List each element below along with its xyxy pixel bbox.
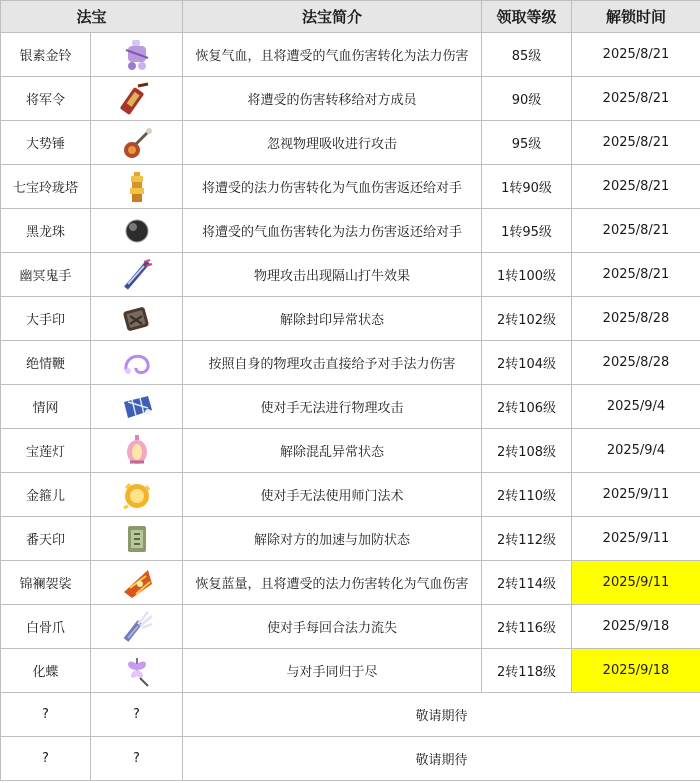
- treasure-image-cell: [91, 253, 183, 297]
- placeholder-description: 敬请期待: [183, 693, 700, 737]
- placeholder-row: [1, 737, 700, 781]
- placeholder-name: ?: [1, 693, 91, 737]
- black-pearl-icon: [118, 212, 156, 250]
- treasure-name: 七宝玲珑塔: [1, 165, 91, 209]
- unlock-date: 2025/9/18: [572, 649, 700, 693]
- treasure-name: 大势锤: [1, 121, 91, 165]
- table-row: [1, 341, 700, 385]
- required-level: 2转116级: [482, 605, 572, 649]
- placeholder-name: ?: [1, 737, 91, 781]
- lotus-lantern-icon: [118, 432, 156, 470]
- header-row: [1, 1, 700, 33]
- treasure-description: 使对手每回合法力流失: [183, 605, 482, 649]
- required-level: 2转114级: [482, 561, 572, 605]
- unlock-date: 2025/8/21: [572, 165, 700, 209]
- unlock-date: 2025/9/18: [572, 605, 700, 649]
- treasure-image-cell: [91, 605, 183, 649]
- treasure-description: 解除封印异常状态: [183, 297, 482, 341]
- required-level: 1转100级: [482, 253, 572, 297]
- treasure-image-cell: [91, 297, 183, 341]
- placeholder-image: ?: [91, 737, 183, 781]
- table-row: [1, 33, 700, 77]
- treasure-description: 恢复蓝量，且将遭受的法力伤害转化为气血伤害: [183, 561, 482, 605]
- general-token-icon: [118, 80, 156, 118]
- required-level: 1转95级: [482, 209, 572, 253]
- treasure-description: 按照自身的物理攻击直接给予对手法力伤害: [183, 341, 482, 385]
- treasure-image-cell: [91, 341, 183, 385]
- required-level: 2转108级: [482, 429, 572, 473]
- pagoda-icon: [118, 168, 156, 206]
- unlock-date: 2025/8/21: [572, 253, 700, 297]
- treasure-image-cell: [91, 561, 183, 605]
- unlock-date: 2025/8/21: [572, 33, 700, 77]
- required-level: 2转104级: [482, 341, 572, 385]
- required-level: 90级: [482, 77, 572, 121]
- treasure-image-cell: [91, 429, 183, 473]
- table-row: [1, 121, 700, 165]
- placeholder-image: ?: [91, 693, 183, 737]
- treasure-description: 使对手无法进行物理攻击: [183, 385, 482, 429]
- treasure-image-cell: [91, 385, 183, 429]
- treasure-image-cell: [91, 165, 183, 209]
- header-name: 法宝: [1, 1, 183, 33]
- unlock-date: 2025/9/11: [572, 473, 700, 517]
- table-body: [1, 33, 700, 781]
- treasure-image-cell: [91, 121, 183, 165]
- treasure-name: 银素金铃: [1, 33, 91, 77]
- golden-band-icon: [118, 476, 156, 514]
- unlock-date: 2025/8/21: [572, 209, 700, 253]
- treasure-name: 金箍儿: [1, 473, 91, 517]
- placeholder-description: 敬请期待: [183, 737, 700, 781]
- net-icon: [118, 388, 156, 426]
- table-row: [1, 165, 700, 209]
- treasure-description: 忽视物理吸收进行攻击: [183, 121, 482, 165]
- butterfly-icon: [118, 652, 156, 690]
- required-level: 85级: [482, 33, 572, 77]
- treasure-description: 将遭受的气血伤害转化为法力伤害返还给对手: [183, 209, 482, 253]
- unlock-date: 2025/8/21: [572, 77, 700, 121]
- silver-bell-icon: [118, 36, 156, 74]
- table-row: [1, 297, 700, 341]
- treasure-image-cell: [91, 33, 183, 77]
- table-row: [1, 77, 700, 121]
- seal-block-icon: [118, 300, 156, 338]
- unlock-date: 2025/8/28: [572, 341, 700, 385]
- treasure-description: 解除对方的加速与加防状态: [183, 517, 482, 561]
- treasure-name: 化蝶: [1, 649, 91, 693]
- kasaya-icon: [118, 564, 156, 602]
- unlock-date: 2025/9/4: [572, 429, 700, 473]
- treasure-name: 将军令: [1, 77, 91, 121]
- table-row: [1, 429, 700, 473]
- treasure-name: 大手印: [1, 297, 91, 341]
- ghost-hand-icon: [118, 256, 156, 294]
- whip-icon: [118, 344, 156, 382]
- treasure-image-cell: [91, 77, 183, 121]
- treasure-name: 番天印: [1, 517, 91, 561]
- header-desc: 法宝简介: [183, 1, 482, 33]
- header-unlock: 解锁时间: [572, 1, 700, 33]
- treasure-name: 白骨爪: [1, 605, 91, 649]
- required-level: 2转112级: [482, 517, 572, 561]
- required-level: 2转106级: [482, 385, 572, 429]
- header-level: 领取等级: [482, 1, 572, 33]
- unlock-date: 2025/9/11: [572, 561, 700, 605]
- treasure-description: 将遭受的伤害转移给对方成员: [183, 77, 482, 121]
- table-row: [1, 561, 700, 605]
- treasure-name: 情网: [1, 385, 91, 429]
- unlock-date: 2025/8/21: [572, 121, 700, 165]
- table-row: [1, 473, 700, 517]
- table-row: [1, 385, 700, 429]
- table-row: [1, 253, 700, 297]
- treasure-description: 物理攻击出现隔山打牛效果: [183, 253, 482, 297]
- unlock-date: 2025/8/28: [572, 297, 700, 341]
- treasure-image-cell: [91, 517, 183, 561]
- treasure-name: 锦襕袈裟: [1, 561, 91, 605]
- heaven-seal-icon: [118, 520, 156, 558]
- unlock-date: 2025/9/4: [572, 385, 700, 429]
- treasure-description: 恢复气血，且将遭受的气血伤害转化为法力伤害: [183, 33, 482, 77]
- unlock-date: 2025/9/11: [572, 517, 700, 561]
- bone-claw-icon: [118, 608, 156, 646]
- table-row: [1, 209, 700, 253]
- table-row: [1, 605, 700, 649]
- treasure-name: 幽冥鬼手: [1, 253, 91, 297]
- table-row: [1, 517, 700, 561]
- treasure-description: 解除混乱异常状态: [183, 429, 482, 473]
- treasure-description: 使对手无法使用师门法术: [183, 473, 482, 517]
- treasure-image-cell: [91, 209, 183, 253]
- placeholder-row: [1, 693, 700, 737]
- treasure-image-cell: [91, 649, 183, 693]
- treasure-description: 将遭受的法力伤害转化为气血伤害返还给对手: [183, 165, 482, 209]
- required-level: 1转90级: [482, 165, 572, 209]
- required-level: 95级: [482, 121, 572, 165]
- treasure-name: 黑龙珠: [1, 209, 91, 253]
- required-level: 2转102级: [482, 297, 572, 341]
- table-row: [1, 649, 700, 693]
- treasure-description: 与对手同归于尽: [183, 649, 482, 693]
- required-level: 2转110级: [482, 473, 572, 517]
- hammer-icon: [118, 124, 156, 162]
- treasure-name: 绝情鞭: [1, 341, 91, 385]
- treasure-image-cell: [91, 473, 183, 517]
- treasure-name: 宝莲灯: [1, 429, 91, 473]
- required-level: 2转118级: [482, 649, 572, 693]
